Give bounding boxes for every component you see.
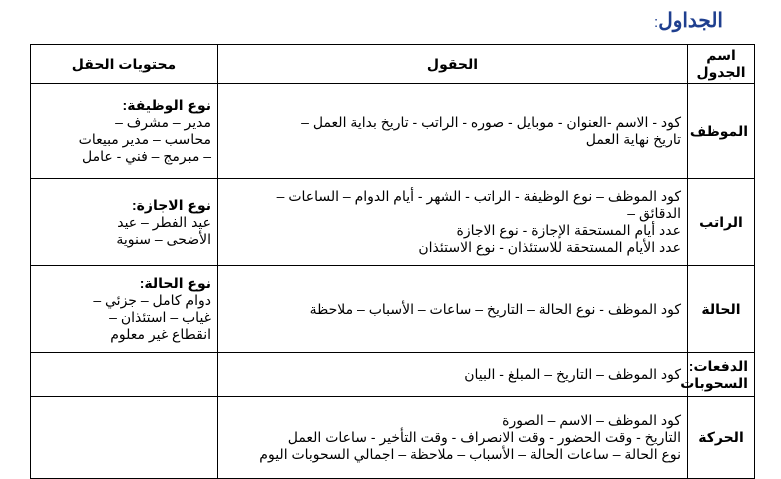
contents-line: مدير – مشرف – <box>115 114 211 130</box>
table-name-cell: الحركة <box>688 397 755 479</box>
tables-table <box>30 44 755 479</box>
page-title <box>654 8 723 33</box>
fields-line: كود الموظف - نوع الحالة – التاريخ – ساعات – الأسباب – ملاحظة <box>309 300 681 317</box>
contents-cell <box>31 179 218 266</box>
fields-line: عدد الأيام المستحقة للاستئذان - نوع الاستئذان <box>418 239 681 255</box>
fields-line: كود - الاسم -العنوان - موبايل - صوره - الراتب - تاريخ بداية العمل – <box>301 114 681 130</box>
table-row <box>31 266 755 353</box>
contents-line: محاسب – مدير مبيعات <box>78 131 211 147</box>
contents-title: نوع الاجازة: <box>131 196 211 213</box>
contents-cell <box>31 397 218 479</box>
fields-line: كود الموظف – التاريخ – المبلغ - البيان <box>464 366 681 382</box>
contents-cell <box>31 353 218 397</box>
fields-line: التاريخ - وقت الحضور - وقت الانصراف - وقت التأخير - ساعات العمل <box>287 429 681 445</box>
contents-cell <box>31 84 218 179</box>
table-row <box>31 397 755 479</box>
contents-line: انقطاع غير معلوم <box>110 326 211 342</box>
table-name-cell: الموظف <box>688 84 755 179</box>
table-row <box>31 84 755 179</box>
fields-line: كود الموظف – الاسم – الصورة <box>502 412 681 428</box>
fields-cell <box>218 397 688 479</box>
table-name-cell: الحالة <box>688 266 755 353</box>
table-name-cell: الدفعات: السحوبات <box>688 353 755 397</box>
table-row <box>31 353 755 397</box>
contents-title: نوع الوظيفة: <box>122 97 211 113</box>
contents-line: عيد الفطر – عيد <box>117 213 211 230</box>
fields-line: عدد أيام المستحقة الإجازة - نوع الاجازة <box>456 222 681 238</box>
contents-line: دوام كامل – جزئي – <box>93 292 211 308</box>
fields-cell <box>218 266 688 353</box>
fields-cell <box>218 353 688 397</box>
fields-cell <box>218 84 688 179</box>
fields-line: الدقائق – <box>627 205 681 221</box>
contents-cell <box>31 266 218 353</box>
page-title-text: الجداول <box>658 10 723 32</box>
header-field-contents: محتويات الحقل <box>31 45 218 84</box>
header-row <box>31 45 755 84</box>
fields-cell <box>218 179 688 266</box>
header-table-name: اسم الجدول <box>688 45 755 84</box>
contents-line: الأضحى – سنوية <box>116 230 211 247</box>
contents-title: نوع الحالة: <box>139 275 211 291</box>
page-title-colon: : <box>654 14 659 31</box>
fields-line: كود الموظف – نوع الوظيفة - الراتب - الشهر - أيام الدوام – الساعات – <box>276 188 681 204</box>
table-name-cell: الراتب <box>688 179 755 266</box>
contents-line: – مبرمج – فني - عامل <box>82 148 211 164</box>
fields-line: نوع الحالة – ساعات الحالة – الأسباب – ملاحظة – اجمالي السحوبات اليوم <box>259 446 681 462</box>
fields-line: تاريخ نهاية العمل <box>585 131 681 147</box>
header-fields: الحقول <box>218 45 688 84</box>
contents-line: غياب – استئذان – <box>109 309 211 325</box>
table-row <box>31 179 755 266</box>
